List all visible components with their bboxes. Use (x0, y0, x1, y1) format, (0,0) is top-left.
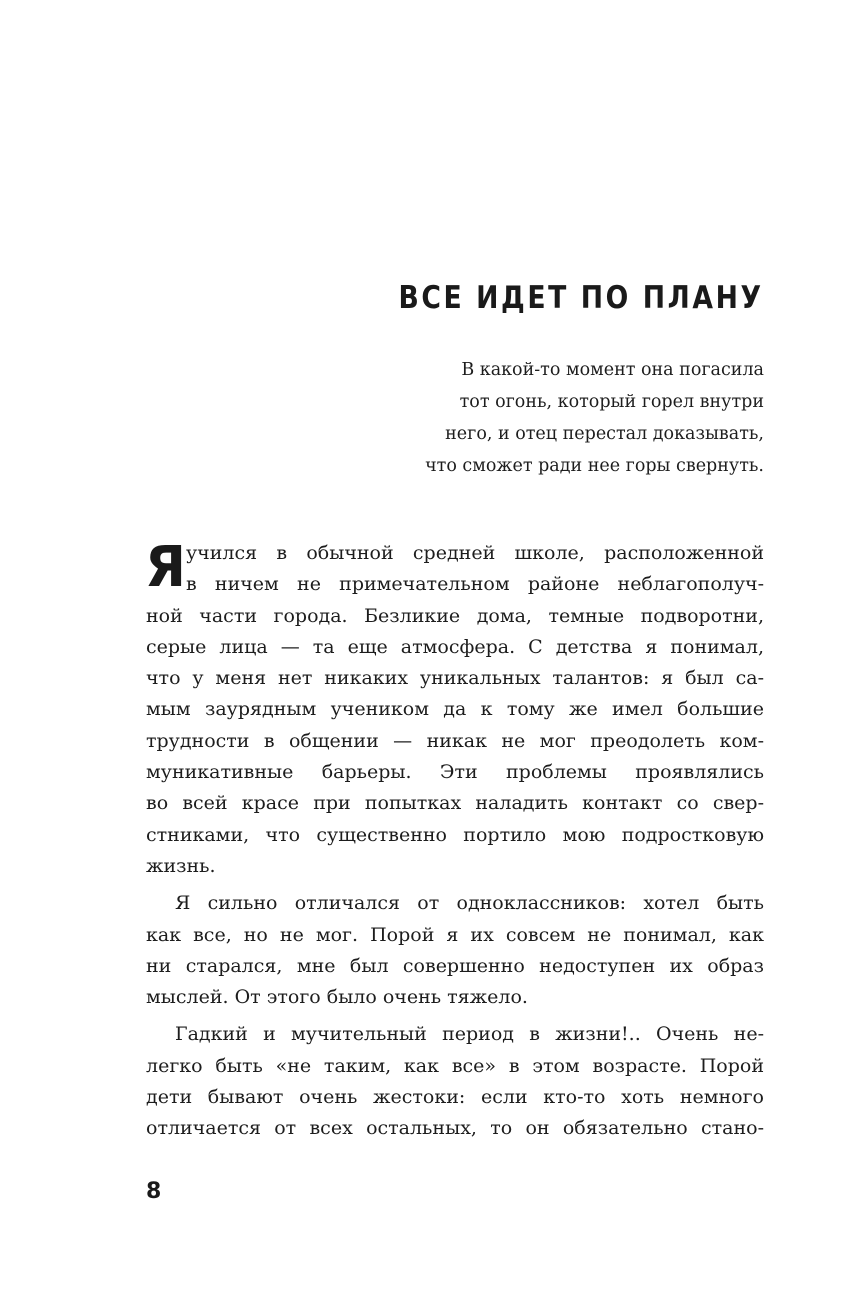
text-line: что у меня нет никаких уникальных талантов: я был са- (146, 667, 764, 690)
text-line: отличается от всех остальных, то он обязательно стано- (146, 1117, 764, 1140)
text-line: серые лица — та еще атмосфера. С детства я понимал, (146, 635, 764, 658)
text-line: стниками, что существенно портило мою подростковую (146, 823, 764, 846)
page-number: 8 (146, 1179, 162, 1204)
paragraph-3 (146, 1019, 764, 1144)
epigraph-line: него, и отец перестал доказывать, (445, 424, 764, 444)
text-line: Я сильно отличался от одноклассников: хотел быть (175, 892, 764, 915)
epigraph-line: В какой-то момент она погасила (461, 360, 764, 380)
text-line: мым заурядным учеником да к тому же имел большие (146, 698, 764, 721)
epigraph-line: что сможет ради нее горы свернуть. (425, 456, 764, 476)
text-line: учился в обычной средней школе, расположенной (186, 542, 764, 564)
epigraph-line: тот огонь, который горел внутри (459, 392, 764, 412)
text-line: легко быть «не таким, как все» в этом возрасте. Порой (146, 1054, 764, 1077)
chapter-title: ВСЕ ИДЕТ ПО ПЛАНУ (398, 280, 764, 316)
paragraph-2 (146, 888, 764, 1013)
text-line: дети бывают очень жестоки: если кто-то хоть немного (146, 1086, 764, 1109)
text-line: ной части города. Безликие дома, темные подворотни, (146, 604, 764, 627)
text-line: как все, но не мог. Порой я их совсем не понимал, как (146, 923, 764, 946)
drop-cap: Я (145, 535, 186, 600)
body-text (145, 535, 764, 1145)
text-line: муникативные барьеры. Эти проблемы проявлялись (146, 761, 764, 784)
paragraph-1 (145, 535, 764, 882)
text-line: ни старался, мне был совершенно недоступен их образ (146, 954, 764, 977)
text-line: жизнь. (146, 854, 216, 877)
text-line: во всей красе при попытках наладить контакт со свер- (146, 792, 764, 815)
text-line: Гадкий и мучительный период в жизни!.. Очень не- (175, 1023, 764, 1046)
text-line: трудности в общении — никак не мог преодолеть ком- (146, 729, 764, 752)
text-line: в ничем не примечательном районе неблагополуч- (186, 573, 764, 596)
epigraph (344, 354, 764, 482)
text-line: мыслей. От этого было очень тяжело. (146, 986, 528, 1009)
